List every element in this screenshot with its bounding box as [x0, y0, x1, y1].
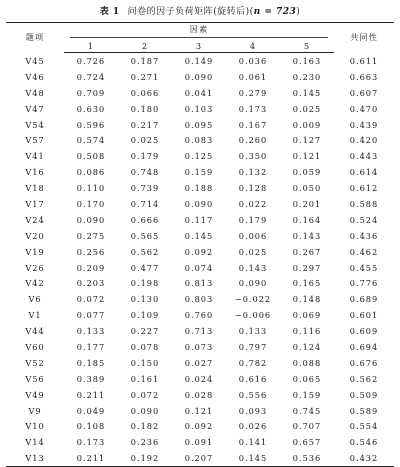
factor-5-cell: 0.164 — [292, 214, 322, 225]
factor-4-cell: 0.782 — [238, 357, 268, 368]
communality-cell: 0.609 — [349, 326, 379, 337]
factor-3-cell: 0.813 — [184, 278, 214, 289]
table-row — [6, 148, 394, 164]
communality-cell: 0.436 — [349, 230, 379, 241]
factor-4-cell: 0.026 — [238, 421, 268, 432]
item-cell: V10 — [25, 421, 45, 432]
factor-1-cell: 0.133 — [76, 326, 106, 337]
factor-2-cell: 0.090 — [130, 405, 160, 416]
factor-2-cell: 0.072 — [130, 389, 160, 400]
item-cell: V13 — [6, 450, 64, 466]
table-row — [6, 450, 394, 466]
table-row — [6, 355, 394, 371]
table-row — [6, 53, 394, 69]
factor-4-cell: 0.260 — [238, 135, 268, 146]
communality-cell: 0.663 — [349, 71, 379, 82]
factor-3-cell: 0.207 — [172, 450, 226, 466]
factor-1-cell: 0.203 — [76, 278, 106, 289]
factor-3-cell: 0.028 — [184, 389, 214, 400]
table-row — [6, 164, 394, 180]
factor-1-cell: 0.209 — [76, 262, 106, 273]
factor-2-cell: 0.198 — [130, 278, 160, 289]
factor-1-cell: 0.077 — [76, 310, 106, 321]
factor-5-cell: 0.124 — [292, 341, 322, 352]
factor-1-cell: 0.211 — [64, 450, 118, 466]
factor-4-cell: 0.006 — [238, 230, 268, 241]
item-cell: V24 — [25, 214, 45, 225]
communality-cell: 0.676 — [349, 357, 379, 368]
communality-cell: 0.612 — [349, 183, 379, 194]
communality-cell: 0.470 — [349, 103, 379, 114]
table-number: 表 1 — [99, 7, 120, 17]
table-row — [6, 228, 394, 244]
item-cell: V19 — [25, 246, 45, 257]
factor-2-cell: 0.161 — [130, 373, 160, 384]
factor-5-cell: 0.163 — [292, 55, 322, 66]
factor-5-cell: 0.065 — [292, 373, 322, 384]
factor-5-cell: 0.059 — [292, 167, 322, 178]
factor-2-cell: 0.565 — [130, 230, 160, 241]
communality-column-header: 共同性 — [334, 23, 394, 53]
factor-2-cell: 0.714 — [130, 198, 160, 209]
communality-cell: 0.546 — [349, 437, 379, 448]
factor-5-cell: 0.121 — [292, 151, 322, 162]
sample-size-label: n — [253, 7, 261, 17]
table-row — [6, 339, 394, 355]
item-cell: V42 — [25, 278, 45, 289]
communality-cell: 0.776 — [349, 278, 379, 289]
factor-2-cell: 0.739 — [130, 183, 160, 194]
factor-5-cell: 0.148 — [292, 294, 322, 305]
item-cell: V16 — [25, 167, 45, 178]
factor-1-cell: 0.630 — [76, 103, 106, 114]
factor-4-cell: −0.022 — [234, 294, 272, 305]
factor-2-cell: 0.109 — [130, 310, 160, 321]
factor-3-cell: 0.103 — [184, 103, 214, 114]
table-row — [6, 117, 394, 133]
factor-3-cell: 0.090 — [184, 71, 214, 82]
table-row — [6, 101, 394, 117]
item-cell: V45 — [25, 55, 45, 66]
factor-4-cell: 0.350 — [238, 151, 268, 162]
item-cell: V41 — [25, 151, 45, 162]
factor-5-cell: 0.536 — [280, 450, 334, 466]
item-column-header: 题项 — [6, 23, 64, 53]
factor-2-cell: 0.150 — [130, 357, 160, 368]
communality-cell: 0.588 — [349, 198, 379, 209]
factor-4-cell: 0.093 — [238, 405, 268, 416]
factor-5-cell: 0.050 — [292, 183, 322, 194]
factor-5-cell: 0.165 — [292, 278, 322, 289]
factor-5-cell: 0.159 — [292, 389, 322, 400]
communality-cell: 0.562 — [349, 373, 379, 384]
factor-1-cell: 0.072 — [76, 294, 106, 305]
factor-3-cell: 0.095 — [184, 119, 214, 130]
communality-cell: 0.689 — [349, 294, 379, 305]
factor-2-cell: 0.130 — [130, 294, 160, 305]
factor-4-cell: 0.061 — [238, 71, 268, 82]
table-row — [6, 132, 394, 148]
factor-2-cell: 0.180 — [130, 103, 160, 114]
communality-cell: 0.439 — [349, 119, 379, 130]
communality-cell: 0.607 — [349, 87, 379, 98]
factor-3-cell: 0.760 — [184, 310, 214, 321]
factor-3-cell: 0.121 — [184, 405, 214, 416]
table-title: 问卷的因子负荷矩阵(旋转后) — [127, 7, 250, 17]
factor-2-cell: 0.179 — [130, 151, 160, 162]
factor-group-header — [64, 23, 334, 40]
factor-1-cell: 0.724 — [76, 71, 106, 82]
factor-1-cell: 0.110 — [76, 183, 106, 194]
factor-5-header: 5 — [280, 39, 334, 53]
factor-3-cell: 0.090 — [184, 198, 214, 209]
factor-3-cell: 0.145 — [184, 230, 214, 241]
factor-4-cell: −0.006 — [234, 310, 272, 321]
factor-3-cell: 0.091 — [184, 437, 214, 448]
communality-cell: 0.509 — [349, 389, 379, 400]
communality-cell: 0.524 — [349, 214, 379, 225]
communality-cell: 0.694 — [349, 341, 379, 352]
factor-4-cell: 0.022 — [238, 198, 268, 209]
factor-2-cell: 0.187 — [130, 55, 160, 66]
item-cell: V26 — [25, 262, 45, 273]
factor-4-cell: 0.797 — [238, 341, 268, 352]
sample-size-value: 723 — [276, 7, 297, 17]
communality-cell: 0.443 — [349, 151, 379, 162]
factor-5-cell: 0.657 — [292, 437, 322, 448]
factor-4-cell: 0.145 — [226, 450, 280, 466]
table-row — [6, 275, 394, 291]
factor-5-cell: 0.116 — [292, 326, 322, 337]
factor-5-cell: 0.143 — [292, 230, 322, 241]
factor-1-cell: 0.508 — [76, 151, 106, 162]
table-row — [6, 307, 394, 323]
factor-1-cell: 0.256 — [76, 246, 106, 257]
factor-5-cell: 0.267 — [292, 246, 322, 257]
factor-2-header: 2 — [118, 39, 172, 53]
factor-3-cell: 0.125 — [184, 151, 214, 162]
communality-cell: 0.432 — [334, 450, 394, 466]
factor-3-cell: 0.027 — [184, 357, 214, 368]
factor-3-cell: 0.188 — [184, 183, 214, 194]
factor-1-cell: 0.709 — [76, 87, 106, 98]
factor-3-header: 3 — [172, 39, 226, 53]
factor-2-cell: 0.066 — [130, 87, 160, 98]
factor-1-cell: 0.574 — [76, 135, 106, 146]
factor-1-cell: 0.090 — [76, 214, 106, 225]
factor-3-cell: 0.092 — [184, 246, 214, 257]
factor-4-cell: 0.616 — [238, 373, 268, 384]
item-cell: V6 — [28, 294, 42, 305]
communality-cell: 0.601 — [349, 310, 379, 321]
item-cell: V47 — [25, 103, 45, 114]
item-cell: V49 — [25, 389, 45, 400]
factor-2-cell: 0.192 — [118, 450, 172, 466]
factor-4-cell: 0.128 — [238, 183, 268, 194]
factor-4-cell: 0.173 — [238, 103, 268, 114]
table-row — [6, 260, 394, 276]
factor-5-cell: 0.230 — [292, 71, 322, 82]
factor-2-cell: 0.217 — [130, 119, 160, 130]
factor-5-cell: 0.127 — [292, 135, 322, 146]
factor-4-cell: 0.279 — [238, 87, 268, 98]
factor-4-cell: 0.132 — [238, 167, 268, 178]
item-cell: V18 — [25, 183, 45, 194]
item-cell: V57 — [25, 135, 45, 146]
communality-cell: 0.420 — [349, 135, 379, 146]
factor-1-cell: 0.275 — [76, 230, 106, 241]
factor-2-cell: 0.236 — [130, 437, 160, 448]
factor-3-cell: 0.074 — [184, 262, 214, 273]
factor-2-cell: 0.748 — [130, 167, 160, 178]
item-cell: V48 — [25, 87, 45, 98]
factor-1-cell: 0.086 — [76, 167, 106, 178]
table-row — [6, 434, 394, 450]
factor-5-cell: 0.025 — [292, 103, 322, 114]
factor-3-cell: 0.117 — [184, 214, 214, 225]
table-row — [6, 323, 394, 339]
factor-5-cell: 0.069 — [292, 310, 322, 321]
factor-4-cell: 0.090 — [238, 278, 268, 289]
table-caption: 表 1 问卷的因子负荷矩阵(旋转后)(n = 723) — [99, 7, 301, 17]
communality-cell: 0.554 — [349, 421, 379, 432]
factor-5-cell: 0.745 — [292, 405, 322, 416]
item-cell: V52 — [25, 357, 45, 368]
table-row — [6, 371, 394, 387]
table-row — [6, 69, 394, 85]
factor-1-cell: 0.596 — [76, 119, 106, 130]
factor-1-cell: 0.185 — [76, 357, 106, 368]
factor-1-cell: 0.177 — [76, 341, 106, 352]
factor-1-cell: 0.211 — [76, 389, 106, 400]
factor-4-cell: 0.141 — [238, 437, 268, 448]
factor-4-cell: 0.036 — [238, 55, 268, 66]
item-cell: V20 — [25, 230, 45, 241]
factor-4-cell: 0.179 — [238, 214, 268, 225]
factor-group-label: 因素 — [70, 24, 328, 38]
item-cell: V56 — [25, 373, 45, 384]
factor-4-cell: 0.167 — [238, 119, 268, 130]
factor-3-cell: 0.149 — [184, 55, 214, 66]
table-row — [6, 244, 394, 260]
factor-3-cell: 0.092 — [184, 421, 214, 432]
factor-4-cell: 0.556 — [238, 389, 268, 400]
communality-cell: 0.614 — [349, 167, 379, 178]
table-row — [6, 291, 394, 307]
factor-1-cell: 0.170 — [76, 198, 106, 209]
table-body — [6, 53, 394, 467]
factor-2-cell: 0.477 — [130, 262, 160, 273]
communality-cell: 0.611 — [349, 55, 379, 66]
factor-1-cell: 0.389 — [76, 373, 106, 384]
factor-3-cell: 0.713 — [184, 326, 214, 337]
factor-5-cell: 0.145 — [292, 87, 322, 98]
factor-5-cell: 0.297 — [292, 262, 322, 273]
communality-cell: 0.589 — [349, 405, 379, 416]
factor-3-cell: 0.159 — [184, 167, 214, 178]
item-cell: V1 — [28, 310, 42, 321]
factor-2-cell: 0.182 — [130, 421, 160, 432]
item-cell: V17 — [25, 198, 45, 209]
factor-3-cell: 0.083 — [184, 135, 214, 146]
table-row — [6, 387, 394, 403]
factor-3-cell: 0.024 — [184, 373, 214, 384]
factor-3-cell: 0.041 — [184, 87, 214, 98]
factor-5-cell: 0.201 — [292, 198, 322, 209]
item-cell: V60 — [25, 341, 45, 352]
table-row — [6, 403, 394, 419]
table-row — [6, 85, 394, 101]
factor-2-cell: 0.078 — [130, 341, 160, 352]
factor-4-header: 4 — [226, 39, 280, 53]
factor-4-cell: 0.143 — [238, 262, 268, 273]
factor-2-cell: 0.271 — [130, 71, 160, 82]
factor-2-cell: 0.227 — [130, 326, 160, 337]
communality-cell: 0.455 — [349, 262, 379, 273]
factor-1-cell: 0.108 — [76, 421, 106, 432]
item-cell: V14 — [25, 437, 45, 448]
item-cell: V46 — [25, 71, 45, 82]
factor-loading-table — [6, 22, 394, 467]
item-cell: V44 — [25, 326, 45, 337]
table-row — [6, 418, 394, 434]
factor-5-cell: 0.009 — [292, 119, 322, 130]
factor-2-cell: 0.025 — [130, 135, 160, 146]
factor-2-cell: 0.666 — [130, 214, 160, 225]
factor-3-cell: 0.073 — [184, 341, 214, 352]
factor-4-cell: 0.133 — [238, 326, 268, 337]
factor-5-cell: 0.707 — [292, 421, 322, 432]
factor-1-cell: 0.726 — [76, 55, 106, 66]
factor-1-cell: 0.173 — [76, 437, 106, 448]
factor-3-cell: 0.803 — [184, 294, 214, 305]
factor-1-cell: 0.049 — [76, 405, 106, 416]
table-row — [6, 212, 394, 228]
table-row — [6, 196, 394, 212]
item-cell: V54 — [25, 119, 45, 130]
item-cell: V9 — [28, 405, 42, 416]
factor-4-cell: 0.025 — [238, 246, 268, 257]
table-row — [6, 180, 394, 196]
factor-5-cell: 0.088 — [292, 357, 322, 368]
communality-cell: 0.462 — [349, 246, 379, 257]
factor-1-header: 1 — [64, 39, 118, 53]
factor-2-cell: 0.562 — [130, 246, 160, 257]
